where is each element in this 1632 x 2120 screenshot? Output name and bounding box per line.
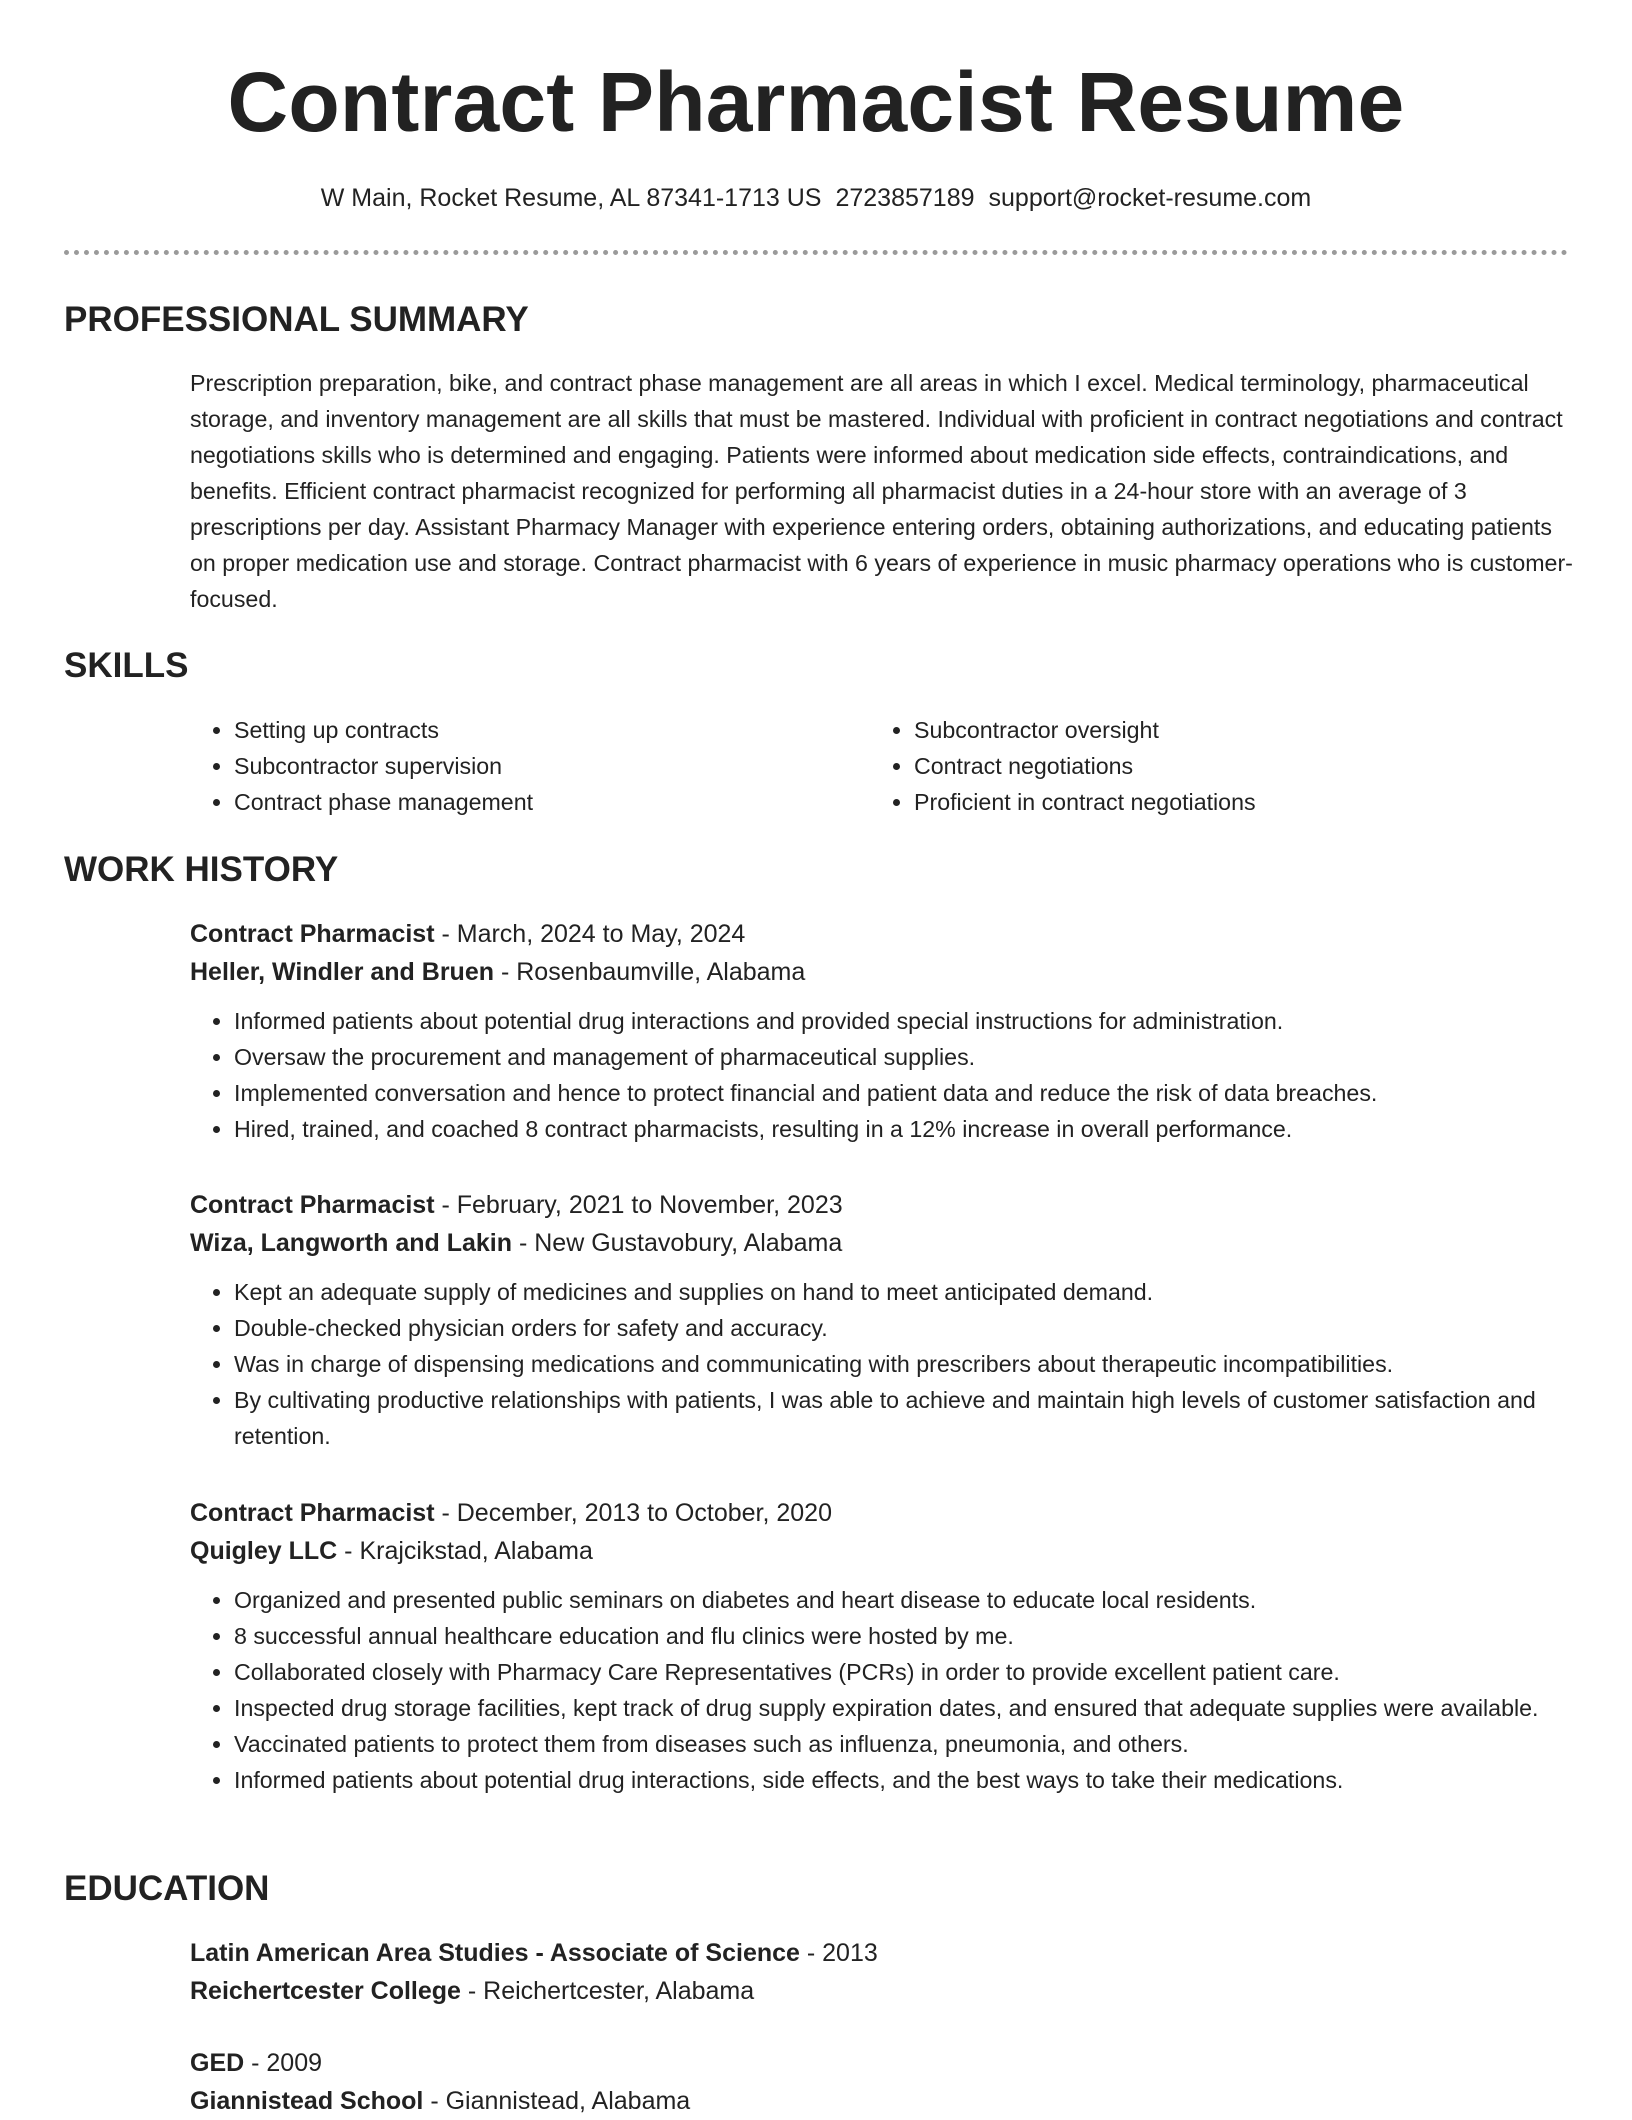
job-dates: - February, 2021 to November, 2023	[434, 1191, 843, 1219]
job-bullet: • Vaccinated patients to protect them from diseases such as influenza, pneumonia, and others.	[234, 1726, 1590, 1762]
contact-email: support@rocket-resume.com	[988, 184, 1312, 212]
job-bullet: • Collaborated closely with Pharmacy Care Representatives (PCRs) in order to provide excellent patient care.	[234, 1654, 1590, 1690]
job-company-line	[190, 1224, 1590, 1262]
job-bullets	[190, 1274, 1590, 1454]
job-company: Heller, Windler and Bruen	[190, 958, 495, 986]
job-company: Quigley LLC	[190, 1537, 338, 1565]
job-location: - Rosenbaumville, Alabama	[494, 958, 806, 986]
job-entry	[190, 915, 1590, 1147]
skills-column-right	[870, 712, 1550, 820]
skills-heading: SKILLS	[64, 646, 189, 685]
skill-item: • Contract negotiations	[914, 748, 1550, 784]
summary-heading: PROFESSIONAL SUMMARY	[64, 300, 529, 339]
resume-title: Contract Pharmacist Resume	[227, 55, 1405, 149]
education-entry	[190, 2044, 1590, 2120]
job-bullet: • Hired, trained, and coached 8 contract pharmacists, resulting in a 12% increase in overall performance.	[234, 1111, 1590, 1147]
job-location: - Krajcikstad, Alabama	[337, 1537, 593, 1565]
job-bullet: • Was in charge of dispensing medications and communicating with prescribers about therapeutic incompatibilities.	[234, 1346, 1590, 1382]
skill-item: • Contract phase management	[234, 784, 870, 820]
education-entry	[190, 1934, 1590, 2010]
job-bullet: • Implemented conversation and hence to protect financial and patient data and reduce the risk of data breaches.	[234, 1075, 1590, 1111]
contact-line	[0, 180, 1632, 216]
work-history-heading: WORK HISTORY	[64, 850, 339, 889]
job-bullet: • By cultivating productive relationships with patients, I was able to achieve and maintain high levels of customer satisfaction and retention.	[234, 1382, 1590, 1454]
education-degree: GED	[190, 2049, 245, 2077]
job-entry	[190, 1494, 1590, 1798]
education-degree-line	[190, 2044, 1590, 2082]
education-year: - 2013	[799, 1939, 878, 1967]
contact-phone: 2723857189	[835, 184, 975, 212]
education-degree: Latin American Area Studies - Associate of Science	[190, 1939, 800, 1967]
skills-list	[190, 712, 1590, 820]
job-bullet: • Inspected drug storage facilities, kept track of drug supply expiration dates, and ensured that adequate supplies were available.	[234, 1690, 1590, 1726]
job-dates: - December, 2013 to October, 2020	[434, 1499, 832, 1527]
summary-text: Prescription preparation, bike, and contract phase management are all areas in which I excel. Medical terminology, pharmaceutical storage, and inventory management are all skills that must be mastered. Individual with proficient in contract negotiations and contract negotiations skills who is determined and engaging. Patients were informed about medication side effects, contraindications, and benefits. Efficient contract pharmacist recognized for performing all pharmacist duties in a 24-hour store with an average of 3 prescriptions per day. Assistant Pharmacy Manager with experience entering orders, obtaining authorizations, and educating patients on proper medication use and storage. Contract pharmacist with 6 years of experience in music pharmacy operations who is customer-focused.	[190, 370, 1573, 612]
education-year: - 2009	[244, 2049, 323, 2077]
job-title: Contract Pharmacist	[190, 1499, 435, 1527]
job-company-line	[190, 953, 1590, 991]
job-title-line	[190, 1494, 1590, 1532]
job-bullet: • Organized and presented public seminars on diabetes and heart disease to educate local residents.	[234, 1582, 1590, 1618]
job-bullet: • Informed patients about potential drug interactions, side effects, and the best ways to take their medications.	[234, 1762, 1590, 1798]
skill-item: • Subcontractor supervision	[234, 748, 870, 784]
education-degree-line	[190, 1934, 1590, 1972]
job-bullet: • 8 successful annual healthcare education and flu clinics were hosted by me.	[234, 1618, 1590, 1654]
job-entry	[190, 1186, 1590, 1454]
education-school: Giannistead School	[190, 2087, 424, 2115]
job-title: Contract Pharmacist	[190, 1191, 435, 1219]
education-location: - Reichertcester, Alabama	[460, 1977, 755, 2005]
job-company-line	[190, 1532, 1590, 1570]
job-title-line	[190, 1186, 1590, 1224]
education-school-line	[190, 2082, 1590, 2120]
skill-item: • Subcontractor oversight	[914, 712, 1550, 748]
job-title: Contract Pharmacist	[190, 920, 435, 948]
job-bullet: • Double-checked physician orders for safety and accuracy.	[234, 1310, 1590, 1346]
header-divider	[64, 250, 1568, 255]
job-title-line	[190, 915, 1590, 953]
job-bullet: • Oversaw the procurement and management of pharmaceutical supplies.	[234, 1039, 1590, 1075]
job-bullet: • Informed patients about potential drug interactions and provided special instructions for administration.	[234, 1003, 1590, 1039]
contact-address: W Main, Rocket Resume, AL 87341-1713 US	[320, 184, 822, 212]
job-bullet: • Kept an adequate supply of medicines and supplies on hand to meet anticipated demand.	[234, 1274, 1590, 1310]
education-heading: EDUCATION	[64, 1869, 270, 1908]
skills-column-left	[190, 712, 870, 820]
education-location: - Giannistead, Alabama	[423, 2087, 691, 2115]
skill-item: • Proficient in contract negotiations	[914, 784, 1550, 820]
education-school-line	[190, 1972, 1590, 2010]
job-bullets	[190, 1582, 1590, 1798]
education-school: Reichertcester College	[190, 1977, 461, 2005]
skill-item: • Setting up contracts	[234, 712, 870, 748]
job-location: - New Gustavobury, Alabama	[512, 1229, 843, 1257]
job-bullets	[190, 1003, 1590, 1147]
job-dates: - March, 2024 to May, 2024	[434, 920, 746, 948]
job-company: Wiza, Langworth and Lakin	[190, 1229, 513, 1257]
